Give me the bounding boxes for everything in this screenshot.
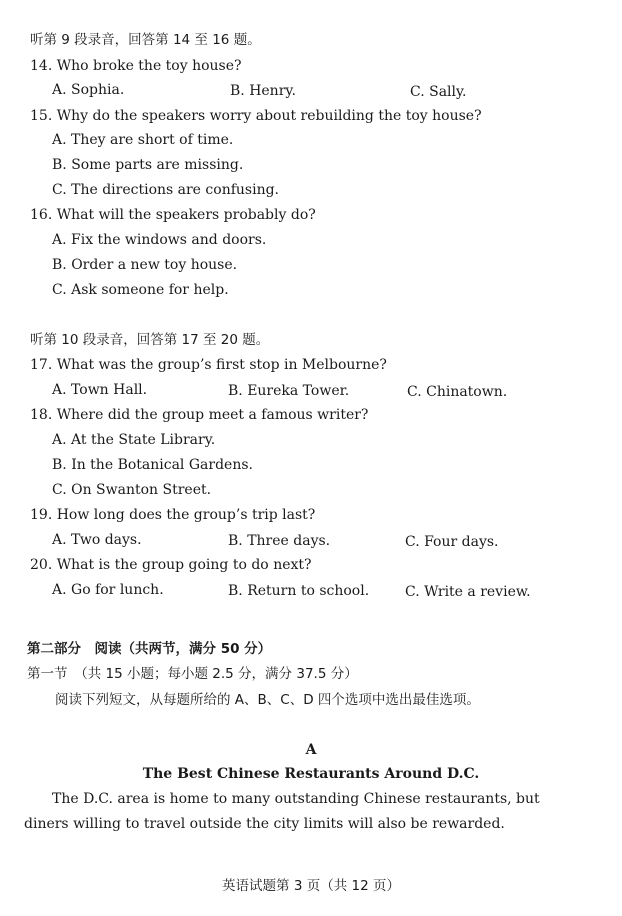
question-16-stem: 16. What will the speakers probably do?	[30, 207, 316, 223]
passage-letter: A	[305, 742, 317, 758]
page-footer: 英语试题第 3 页（共 12 页）	[222, 878, 400, 894]
section10-instruction: 听第 10 段录音，回答第 17 至 20 题。	[30, 332, 270, 348]
question-18-option-b: B. In the Botanical Gardens.	[52, 457, 253, 473]
question-15-stem: 15. Why do the speakers worry about rebuilding the toy house?	[30, 108, 482, 124]
question-17-option-c: C. Chinatown.	[407, 384, 508, 400]
question-16-option-a: A. Fix the windows and doors.	[52, 232, 267, 248]
question-14-option-c: C. Sally.	[410, 84, 467, 100]
passage-title: The Best Chinese Restaurants Around D.C.	[142, 766, 480, 782]
question-19-option-b: B. Three days.	[228, 533, 331, 549]
question-15-option-c: C. The directions are confusing.	[52, 182, 279, 198]
question-14-option-b: B. Henry.	[230, 83, 296, 99]
question-17-option-a: A. Town Hall.	[52, 382, 148, 398]
section9-instruction: 听第 9 段录音，回答第 14 至 16 题。	[30, 32, 261, 48]
question-14-stem: 14. Who broke the toy house?	[30, 58, 242, 74]
question-19-stem: 19. How long does the group’s trip last?	[30, 507, 316, 523]
part2-instruction: 阅读下列短文，从每题所给的 A、B、C、D 四个选项中选出最佳选项。	[55, 692, 480, 708]
part2-heading: 第二部分 阅读（共两节，满分 50 分）	[27, 641, 272, 657]
question-16-option-b: B. Order a new toy house.	[52, 257, 238, 273]
question-18-option-c: C. On Swanton Street.	[52, 482, 212, 498]
passage-paragraph: The D.C. area is home to many outstanding Chinese restaurants, but diners willing to travel outside the city limits will also be rewarded.	[24, 791, 540, 832]
question-18-option-a: A. At the State Library.	[52, 432, 216, 448]
question-14-option-a: A. Sophia.	[52, 82, 125, 98]
question-16-option-c: C. Ask someone for help.	[52, 282, 229, 298]
question-20-stem: 20. What is the group going to do next?	[30, 557, 312, 573]
question-20-option-c: C. Write a review.	[405, 584, 531, 600]
question-15-option-a: A. They are short of time.	[52, 132, 234, 148]
part2-sub-heading: 第一节 （共 15 小题；每小题 2.5 分，满分 37.5 分）	[27, 666, 358, 682]
question-19-option-c: C. Four days.	[405, 534, 499, 550]
question-19-option-a: A. Two days.	[52, 532, 142, 548]
question-17-option-b: B. Eureka Tower.	[228, 383, 350, 399]
question-20-option-a: A. Go for lunch.	[52, 582, 164, 598]
question-15-option-b: B. Some parts are missing.	[52, 157, 244, 173]
question-17-stem: 17. What was the group’s first stop in Melbourne?	[30, 357, 387, 373]
question-20-option-b: B. Return to school.	[228, 583, 370, 599]
question-18-stem: 18. Where did the group meet a famous writer?	[30, 407, 369, 423]
